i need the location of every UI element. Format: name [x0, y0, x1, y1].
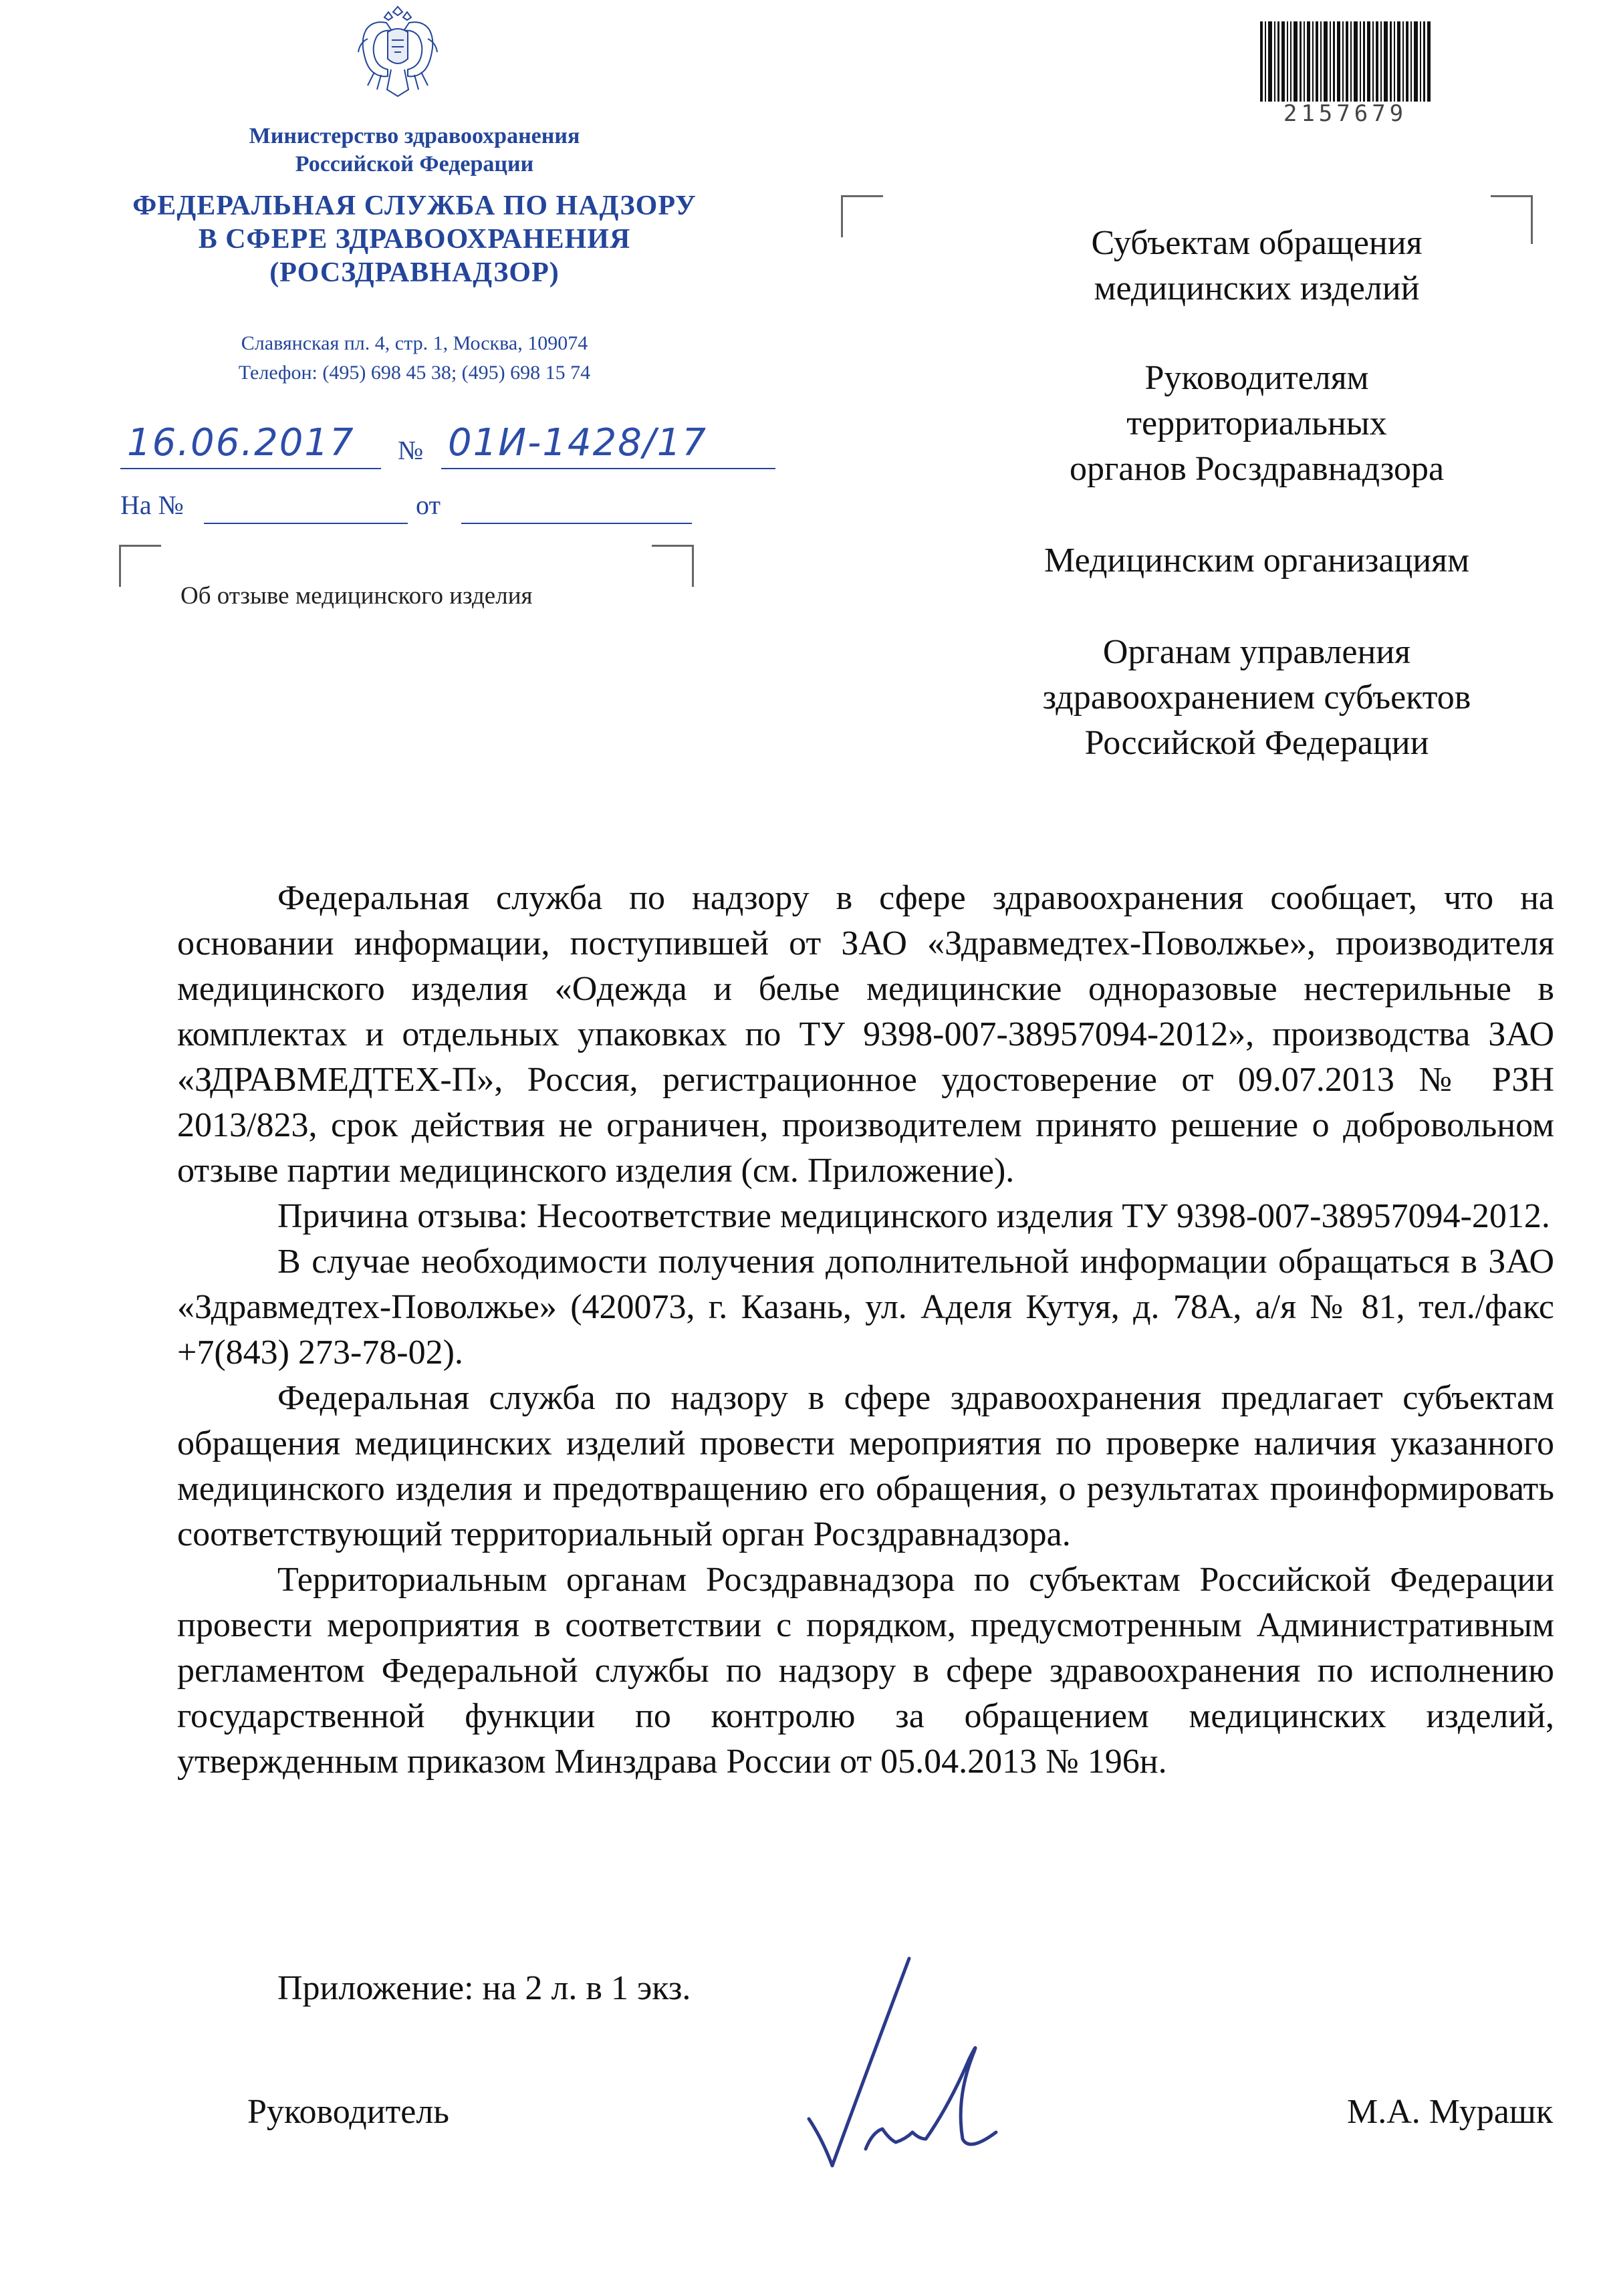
reply-to-number-field	[204, 488, 408, 524]
recipient-line: Медицинским организациям	[1044, 541, 1469, 580]
body-paragraph-4: Федеральная служба по надзору в сфере здравоохранения предлагает субъектам обращения медицинских изделий провести мероприятия по проверке наличия указанного медицинского изделия и предотвращению его обращения, о результатах проинформировать соответствующий территориальный орган Росздравнадзора.	[177, 1379, 1554, 1553]
body-paragraph-2: Причина отзыва: Несоответствие медицинского изделия ТУ 9398-007-38957094-2012.	[277, 1197, 1550, 1235]
address-corner-left	[841, 195, 883, 237]
recipient-line: Органам управления	[1102, 633, 1411, 671]
recipient-line: Субъектам обращения	[1091, 224, 1423, 262]
signatory-name: М.А. Мурашк	[1347, 2093, 1554, 2131]
letter-body	[177, 876, 1554, 1785]
ministry-name-line1: Министерство здравоохранения	[249, 124, 580, 148]
recipient-line: здравоохранением субъектов	[1042, 678, 1471, 717]
subject-line: Об отзыве медицинского изделия	[180, 582, 533, 610]
reply-from-label: от	[416, 490, 441, 520]
registration-date: 16.06.2017	[127, 421, 355, 465]
service-name-line1: ФЕДЕРАЛЬНАЯ СЛУЖБА ПО НАДЗОРУ	[132, 190, 697, 221]
service-address: Славянская пл. 4, стр. 1, Москва, 109074	[241, 332, 588, 354]
barcode	[1260, 21, 1431, 102]
recipient-block-4	[922, 630, 1591, 766]
recipient-block-1	[922, 221, 1591, 311]
barcode-number: 2157679	[1283, 100, 1408, 127]
recipient-line: территориальных	[1126, 404, 1387, 442]
reply-to-label: На №	[120, 490, 184, 520]
registration-number: 01И-1428/17	[448, 421, 707, 465]
number-sign: №	[398, 435, 424, 465]
body-paragraph-3: В случае необходимости получения дополнительной информации обращаться в ЗАО «Здравмедтех-Поволжье» (420073, г. Казань, ул. Аделя Кутуя, д. 78А, а/я № 81, тел./факс +7(843) 273-78-02).	[177, 1243, 1554, 1372]
ministry-name-line2: Российской Федерации	[295, 152, 534, 176]
attachment-note: Приложение: на 2 л. в 1 экз.	[277, 1969, 691, 2007]
coat-of-arms-emblem	[354, 5, 441, 106]
service-phone: Телефон: (495) 698 45 38; (495) 698 15 74	[238, 362, 591, 384]
body-paragraph-1: Федеральная служба по надзору в сфере здравоохранения сообщает, что на основании информации, поступившей от ЗАО «Здравмедтех-Поволжье», производителя медицинского изделия «Одежда и белье медицинские одноразовые нестерильные в комплектах и отдельных упаковках по ТУ 9398-007-38957094-2012», производства ЗАО «ЗДРАВМЕДТЕХ-П», Россия, регистрационное удостоверение от 09.07.2013 № РЗН 2013/823, срок действия не ограничен, производителем принято решение о добровольном отзыве партии медицинского изделия (см. Приложение).	[177, 879, 1554, 1190]
reply-from-date-field	[461, 488, 692, 524]
recipient-line: медицинских изделий	[1094, 269, 1420, 307]
recipient-line: Руководителям	[1144, 359, 1369, 397]
recipient-block-2	[922, 356, 1591, 492]
registration-number-field	[441, 421, 775, 469]
subject-corner-left	[119, 545, 161, 587]
handwritten-signature	[795, 1938, 1090, 2179]
registration-date-field	[120, 421, 381, 469]
recipient-line: Российской Федерации	[1084, 724, 1429, 762]
signatory-position: Руководитель	[247, 2093, 449, 2131]
service-name-line2: В СФЕРЕ ЗДРАВООХРАНЕНИЯ	[198, 224, 631, 255]
recipient-line: органов Росздравнадзора	[1069, 450, 1445, 488]
body-paragraph-5: Территориальным органам Росздравнадзора по субъектам Российской Федерации провести мероприятия в соответствии с порядком, предусмотренным Административным регламентом Федеральной службы по надзору в сфере здравоохранения по исполнению государственной функции по контролю за обращением медицинских изделий, утвержденным приказом Минздрава России от 05.04.2013 № 196н.	[177, 1561, 1554, 1781]
subject-corner-right	[652, 545, 694, 587]
service-name-line3: (РОСЗДРАВНАДЗОР)	[269, 257, 560, 288]
recipient-block-3	[922, 538, 1591, 584]
